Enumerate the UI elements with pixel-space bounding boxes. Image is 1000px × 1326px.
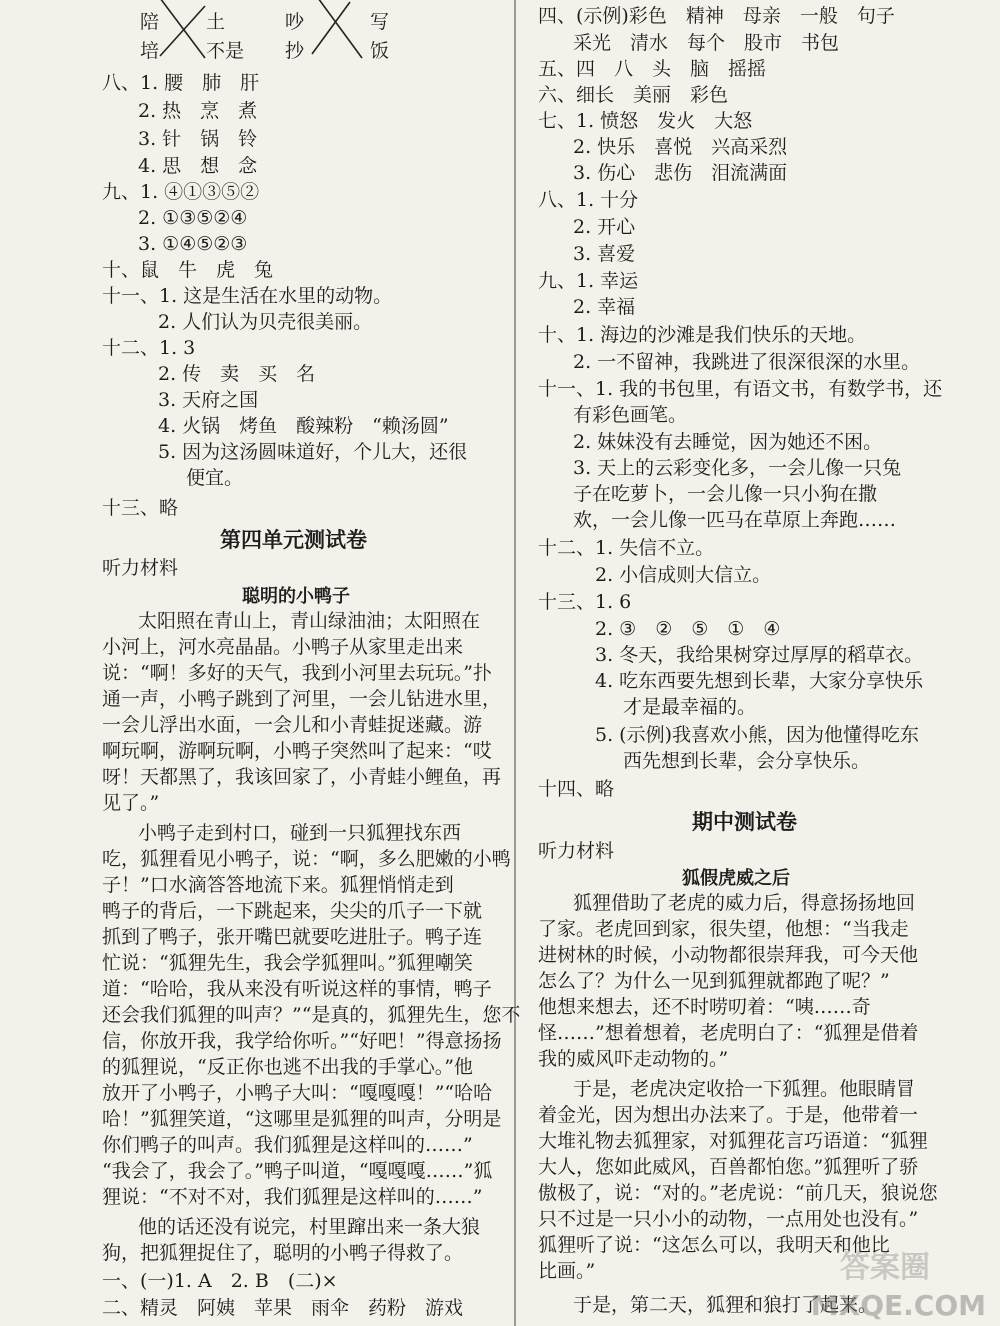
answer-line: 子在吃萝卜，一会儿像一只小狗在撒 bbox=[573, 483, 878, 505]
watermark-logo: 答案圈 bbox=[840, 1250, 930, 1285]
story-line: 于是，第二天，狐狸和狼打了起来。 bbox=[573, 1294, 878, 1316]
answer-line: 十三、略 bbox=[102, 497, 179, 519]
match-left-bottom: 培 bbox=[140, 40, 160, 62]
story-line: 抓到了鸭子，张开嘴巴就要吃进肚子。鸭子连 bbox=[102, 926, 483, 948]
story-line: 怎么了？为什么一见到狐狸就都跑了呢？” bbox=[538, 970, 890, 992]
match-right-bottom: 饭 bbox=[370, 40, 390, 62]
story-line: 的狐狸说，“反正你也逃不出我的手掌心。”他 bbox=[102, 1056, 473, 1078]
midterm-title: 期中测试卷 bbox=[692, 810, 797, 834]
match-right-top: 写 bbox=[370, 11, 390, 33]
story-line: 通一声，小鸭子跳到了河里，一会儿钻进水里， bbox=[102, 688, 502, 710]
answer-line: 3. 冬天，我给果树穿过厚厚的稻草衣。 bbox=[595, 644, 924, 666]
answer-line: 有彩色画笔。 bbox=[573, 404, 688, 426]
answer-line: 十、鼠 牛 虎 兔 bbox=[102, 259, 274, 281]
answer-line: 2. 小信成则大信立。 bbox=[595, 564, 772, 586]
match-right-left-bottom: 抄 bbox=[285, 40, 305, 62]
answer-line: 2. 开心 bbox=[573, 216, 636, 238]
answer-line: 3. 伤心 悲伤 泪流满面 bbox=[573, 162, 788, 184]
answer-line: 便宜。 bbox=[186, 467, 244, 489]
story-line: 大人，您如此威风，百兽都怕您。”狐狸听了骄 bbox=[538, 1156, 919, 1178]
story-line: 狐狸听了说：“这怎么可以，我明天和他比 bbox=[538, 1234, 890, 1256]
story-line: 傲极了，说：“对的。”老虎说：“前几天，狼说您 bbox=[538, 1182, 938, 1204]
story-line: 怪……”想着想着，老虎明白了：“狐狸是借着 bbox=[538, 1022, 919, 1044]
story-line: 放开了小鸭子，小鸭子大叫：“嘎嘎嘎！”“哈哈 bbox=[102, 1082, 493, 1104]
answer-line: 八、1. 十分 bbox=[538, 189, 639, 211]
answer-line: 4. 思 想 念 bbox=[138, 155, 258, 177]
story-title: 狐假虎威之后 bbox=[682, 868, 790, 889]
answer-line: 4. 吃东西要先想到长辈，大家分享快乐 bbox=[595, 670, 924, 692]
answer-line: 九、1. 幸运 bbox=[538, 270, 639, 292]
match-mid-bottom: 不是 bbox=[206, 40, 245, 62]
answer-line: 五、四 八 头 脑 摇摇 bbox=[538, 58, 767, 80]
answer-line: 欢，一会儿像一匹马在草原上奔跑…… bbox=[573, 509, 897, 531]
answer-line: 5. (示例)我喜欢小熊，因为他懂得吃东 bbox=[595, 724, 919, 746]
story-line: 他想来想去，还不时唠叨着：“咦……奇 bbox=[538, 996, 871, 1018]
story-line: 说：“啊！多好的天气，我到小河里去玩玩。”扑 bbox=[102, 662, 492, 684]
answer-line: 5. 因为这汤圆味道好，个儿大，还很 bbox=[158, 441, 468, 463]
story-line: 呀！天都黑了，我该回家了，小青蛙小鲤鱼，再 bbox=[102, 766, 502, 788]
answer-line: 采光 清水 每个 股市 书包 bbox=[573, 32, 840, 54]
listening-label: 听力材料 bbox=[538, 840, 615, 862]
story-line: 于是，老虎决定收拾一下狐狸。他眼睛冒 bbox=[573, 1078, 916, 1100]
answer-line: 十二、1. 失信不立。 bbox=[538, 537, 715, 559]
answer-line: 3. 针 锅 铃 bbox=[138, 128, 258, 150]
story-line: 哈！”狐狸笑道，“这哪里是狐狸的叫声，分明是 bbox=[102, 1108, 502, 1130]
story-line: 狐狸借助了老虎的威力后，得意扬扬地回 bbox=[573, 892, 916, 914]
story-line: 啊玩啊，游啊玩啊，小鸭子突然叫了起来：“哎 bbox=[102, 740, 492, 762]
answer-line: 3. ①④⑤②③ bbox=[138, 233, 248, 255]
match-left-top: 陪 bbox=[140, 11, 160, 33]
answer-line: 2. 一不留神，我跳进了很深很深的水里。 bbox=[573, 351, 921, 373]
story-line: 信，你放开我，我学给你听。”“好吧！”得意扬扬 bbox=[102, 1030, 502, 1052]
answer-line: 十一、1. 我的书包里，有语文书，有数学书，还 bbox=[538, 378, 943, 400]
answer-line: 2. 人们认为贝壳很美丽。 bbox=[158, 311, 373, 333]
answer-line: 十一、1. 这是生活在水里的动物。 bbox=[102, 285, 393, 307]
matching-lines bbox=[0, 0, 400, 70]
story-line: 一会儿浮出水面，一会儿和小青蛙捉迷藏。游 bbox=[102, 714, 483, 736]
answer-line: 2. ①③⑤②④ bbox=[138, 207, 248, 229]
story-line: 狸说：“不对不对，我们狐狸是这样叫的……” bbox=[102, 1186, 483, 1208]
story-line: 狗，把狐狸捉住了，聪明的小鸭子得救了。 bbox=[102, 1242, 464, 1264]
story-line: 忙说：“狐狸先生，我会学狐狸叫。”狐狸嘲笑 bbox=[102, 952, 473, 974]
story-line: 着金光，因为想出办法来了。于是，他带着一 bbox=[538, 1104, 919, 1126]
answer-line: 2. 幸福 bbox=[573, 296, 636, 318]
answer-line: 2. 热 烹 煮 bbox=[138, 100, 258, 122]
answer-line: 一、(一)1. A 2. B (二)× bbox=[102, 1270, 338, 1292]
answer-line: 六、细长 美丽 彩色 bbox=[538, 84, 729, 106]
answer-line: 十、1. 海边的沙滩是我们快乐的天地。 bbox=[538, 324, 867, 346]
story-line: 大堆礼物去狐狸家，对狐狸花言巧语道：“狐狸 bbox=[538, 1130, 928, 1152]
story-line: 你们鸭子的叫声。我们狐狸是这样叫的……” bbox=[102, 1134, 473, 1156]
listening-label: 听力材料 bbox=[102, 557, 179, 579]
answer-line: 2. 妹妹没有去睡觉，因为她还不困。 bbox=[573, 431, 883, 453]
story-line: 吃，狐狸看见小鸭子，说：“啊，多么肥嫩的小鸭 bbox=[102, 848, 511, 870]
match-mid-top: 土 bbox=[206, 11, 226, 33]
answer-line: 3. 天上的云彩变化多，一会儿像一只兔 bbox=[573, 457, 902, 479]
answer-line: 十三、1. 6 bbox=[538, 591, 632, 613]
answer-line: 4. 火锅 烤鱼 酸辣粉 “赖汤圆” bbox=[158, 415, 449, 437]
watermark-url: MXQE.COM bbox=[810, 1289, 986, 1322]
answer-line: 二、精灵 阿姨 苹果 雨伞 药粉 游戏 bbox=[102, 1297, 464, 1319]
answer-line: 十二、1. 3 bbox=[102, 337, 196, 359]
story-title: 聪明的小鸭子 bbox=[242, 586, 350, 607]
story-line: 我的威风吓走动物的。” bbox=[538, 1048, 729, 1070]
story-line: 只不过是一只小小的动物，一点用处也没有。” bbox=[538, 1208, 919, 1230]
story-line: 进树林的时候，小动物都很崇拜我，可今天他 bbox=[538, 944, 919, 966]
column-divider bbox=[514, 0, 516, 1326]
answer-line: 3. 天府之国 bbox=[158, 389, 259, 411]
answer-line: 才是最幸福的。 bbox=[623, 696, 757, 718]
answer-line: 2. ③ ② ⑤ ① ④ bbox=[595, 618, 781, 640]
answer-line: 2. 传 卖 买 名 bbox=[158, 363, 316, 385]
story-line: 还会我们狐狸的叫声？”“是真的，狐狸先生，您不 bbox=[102, 1004, 521, 1026]
story-line: 道：“哈哈，我从来没有听说这样的事情，鸭子 bbox=[102, 978, 492, 1000]
story-line: 了家。老虎回到家，很失望，他想：“当我走 bbox=[538, 918, 909, 940]
answer-line: 八、1. 腰 肺 肝 bbox=[102, 72, 260, 94]
answer-line: 十四、略 bbox=[538, 778, 615, 800]
answer-line: 九、1. ④①③⑤② bbox=[102, 181, 260, 203]
story-line: 小河上，河水亮晶晶。小鸭子从家里走出来 bbox=[102, 636, 464, 658]
story-line: 他的话还没有说完，村里蹿出来一条大狼 bbox=[138, 1216, 481, 1238]
match-right-left-top: 吵 bbox=[285, 11, 305, 33]
story-line: 见了。” bbox=[102, 792, 160, 814]
story-line: 子！”口水滴答答地流下来。狐狸悄悄走到 bbox=[102, 874, 454, 896]
unit-test-title: 第四单元测试卷 bbox=[220, 528, 367, 552]
answer-line: 2. 快乐 喜悦 兴高采烈 bbox=[573, 136, 788, 158]
story-line: “我会了，我会了。”鸭子叫道，“嘎嘎嘎……”狐 bbox=[102, 1160, 493, 1182]
story-line: 比画。” bbox=[538, 1260, 596, 1282]
answer-line: 西先想到长辈，会分享快乐。 bbox=[623, 750, 871, 772]
answer-line: 四、(示例)彩色 精神 母亲 一般 句子 bbox=[538, 5, 895, 27]
answer-line: 3. 喜爱 bbox=[573, 243, 636, 265]
story-line: 太阳照在青山上，青山绿油油；太阳照在 bbox=[138, 610, 481, 632]
story-line: 小鸭子走到村口，碰到一只狐狸找东西 bbox=[138, 822, 462, 844]
story-line: 鸭子的背后，一下跳起来，尖尖的爪子一下就 bbox=[102, 900, 483, 922]
answer-line: 七、1. 愤怒 发火 大怒 bbox=[538, 110, 753, 132]
